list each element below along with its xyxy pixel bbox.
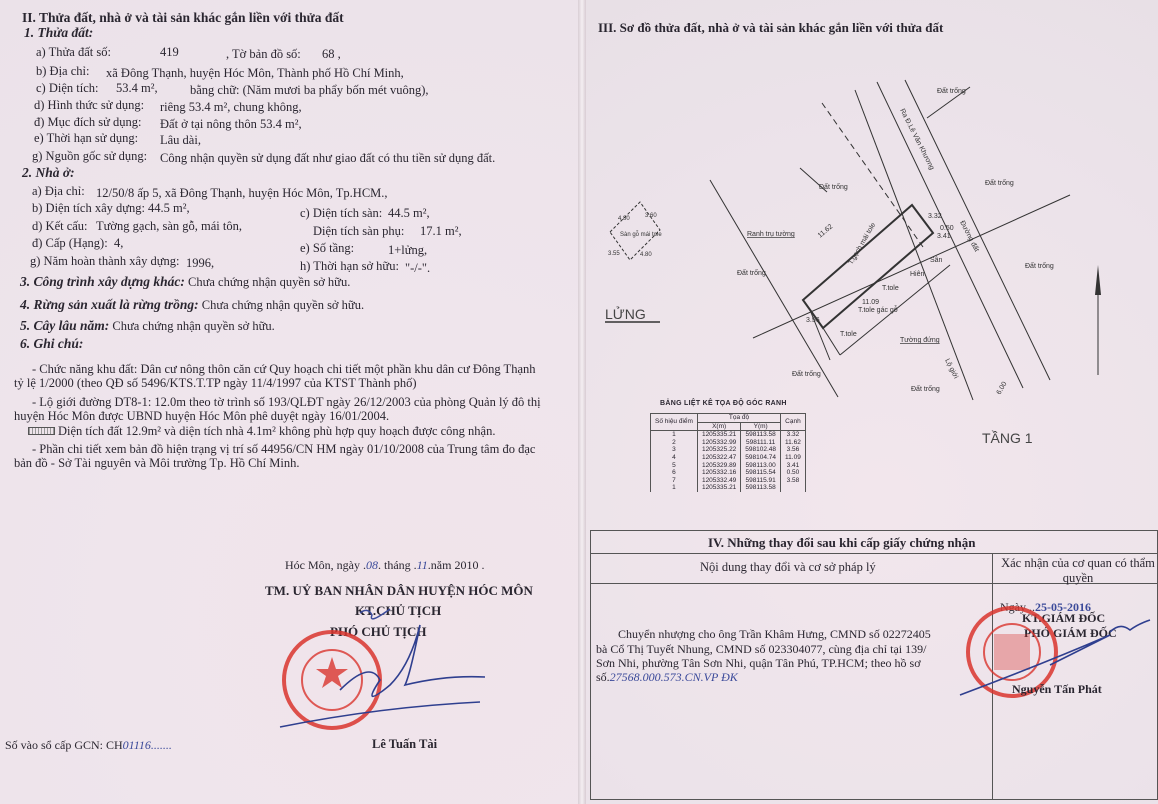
section-iii-title: III. Sơ đồ thửa đất, nhà ở và tài sản khác gắn liền với thửa đất: [598, 20, 944, 35]
coord-cell: 11.09: [781, 454, 806, 462]
year: 1996,: [186, 256, 215, 270]
dim-label: 11.09: [862, 299, 879, 306]
use-form: riêng 53.4 m², chung không,: [160, 100, 302, 114]
change-line: Sơn Nhi, phường Tân Sơn Nhi, quận Tân Phú, TP.HCM; theo hồ sơ: [596, 656, 921, 670]
parcel-number: 419: [160, 45, 179, 59]
section-ii-title: II. Thửa đất, nhà ở và tài sản khác gắn liền với thửa đất: [22, 10, 344, 25]
ownership-term: "-/-".: [405, 261, 431, 275]
coord-row: [651, 462, 806, 470]
note-line: - Lộ giới đường DT8-1: 12.0m theo tờ trình số 193/QLĐT ngày 26/12/2003 của phòng Quản lý đô thị: [32, 395, 541, 409]
dim-label: 4.80: [618, 216, 630, 222]
parcel-label: a) Thửa đất số:: [36, 45, 111, 59]
build-area-label: b) Diện tích xây dựng:: [32, 201, 146, 215]
date-prefix: Hóc Môn, ngày .: [285, 558, 366, 572]
term: Lâu dài,: [160, 133, 201, 147]
perennial-row: [20, 318, 275, 334]
register-label: Số vào sổ cấp GCN: CH: [5, 738, 123, 752]
map-label: , Tờ bản đồ số:: [226, 47, 301, 61]
mezzanine-label: LỬNG: [605, 306, 646, 322]
signature-icon: [280, 625, 485, 727]
coord-row: [651, 446, 806, 454]
dim-label: 3.32: [928, 213, 942, 220]
area-label: c) Diện tích:: [36, 81, 99, 95]
confirm-role-1: KT.GIÁM ĐỐC: [1022, 611, 1106, 625]
floor-area-label: c) Diện tích sàn:: [300, 206, 383, 220]
signing-org: TM. UỶ BAN NHÂN DÂN HUYỆN HÓC MÔN: [265, 583, 533, 598]
notes-heading: 6. Ghi chú:: [20, 336, 84, 351]
coord-cell: 1205329.89: [697, 462, 740, 470]
file-number: [596, 670, 738, 685]
page-fold: [578, 0, 586, 804]
coord-cell: 1205322.47: [697, 454, 740, 462]
coord-cell: 3.58: [781, 477, 806, 485]
coord-cell: 1205325.22: [697, 446, 740, 454]
dim-label: 3.41: [937, 233, 951, 240]
grade-label: đ) Cấp (Hạng):: [32, 236, 108, 250]
coord-cell: 598113.58: [741, 431, 781, 439]
coord-row: [651, 484, 806, 492]
coord-table: [650, 413, 806, 492]
coord-cell: 598102.48: [741, 446, 781, 454]
dim-label: 0.50: [940, 225, 954, 232]
forest-value: Chưa chứng nhận quyền sở hữu.: [201, 298, 365, 312]
perennial-heading: 5. Cây lâu năm:: [20, 318, 110, 333]
north-arrow-icon: [1095, 265, 1101, 295]
dim-label: 4.80: [640, 252, 652, 258]
coord-row: [651, 439, 806, 447]
road-name: Ra Đ.Lê Văn Khương: [898, 107, 936, 172]
land-address: xã Đông Thạnh, huyện Hóc Môn, Thành phố Hồ Chí Minh,: [106, 66, 404, 80]
row-limit-label: Lộ giới: [943, 357, 960, 380]
coord-cell: 1205335.21: [697, 484, 740, 492]
floors-label: e) Số tầng:: [300, 241, 355, 255]
floors: 1+lửng,: [388, 243, 428, 257]
perennial-value: Chưa chứng nhận quyền sở hữu.: [112, 319, 275, 333]
note-line: - Chức năng khu đất: Dân cư nông thôn căn cứ Quy hoạch chi tiết một phần khu dân cư Đông Thạnh: [32, 362, 536, 376]
land-address-label: b) Địa chỉ:: [36, 64, 90, 78]
note-line: Diện tích đất 12.9m² và diện tích nhà 4.1m² không phù hợp quy hoạch được công nhận.: [58, 424, 496, 438]
yard-label: Sân: [930, 257, 943, 264]
dim-label: 11.62: [816, 223, 835, 240]
coord-cell: 598113.58: [741, 484, 781, 492]
forest-row: [20, 297, 364, 313]
coord-cell: 3.56: [781, 446, 806, 454]
col-coord: Tọa độ: [697, 414, 780, 423]
house-address-label: a) Địa chỉ:: [32, 184, 85, 198]
note-line: tỷ lệ 1/2000 (theo QĐ số 5496/KTS.T.TP ngày 11/4/1997 của KTST Thành phố): [14, 376, 417, 390]
col-point: Số hiệu điểm: [651, 414, 698, 431]
origin-label: g) Nguồn gốc sử dụng:: [32, 149, 148, 163]
coord-cell: 1205332.99: [697, 439, 740, 447]
other-works-row: [20, 274, 350, 290]
map-labels: [605, 86, 1101, 446]
register-value: 01116.......: [122, 738, 172, 752]
house-heading: 2. Nhà ở:: [22, 165, 75, 180]
wall-label: Tường đứng: [900, 337, 940, 344]
col-confirm-header: Xác nhận của cơ quan có thẩm quyền: [1001, 556, 1155, 585]
coord-cell: 3.41: [781, 462, 806, 470]
grade: 4,: [114, 236, 124, 250]
other-works-value: Chưa chứng nhận quyền sở hữu.: [188, 275, 351, 289]
month-prefix: . tháng .: [378, 558, 417, 572]
brick-label: T.gạch mái tole: [847, 221, 878, 266]
issue-day: 08: [366, 558, 378, 572]
signer-role-1: KT.CHỦ TỊCH: [355, 603, 442, 618]
hatch-legend-icon: [28, 427, 55, 435]
purpose: Đất ở tại nông thôn 53.4 m²,: [160, 117, 302, 131]
coord-cell: 3.32: [781, 431, 806, 439]
coord-row: [651, 477, 806, 485]
confirm-signer: Nguyễn Tấn Phát: [1012, 682, 1102, 696]
dim-label: 3.56: [806, 317, 820, 324]
coord-cell: [781, 484, 806, 492]
issue-month: 11: [416, 558, 428, 572]
coord-cell: 598115.54: [741, 469, 781, 477]
sub-floor-label: Diện tích sàn phụ:: [313, 224, 405, 238]
dim-label: 3.60: [645, 213, 657, 219]
coord-row: [651, 454, 806, 462]
parcel-map: [590, 60, 1150, 455]
file-value: 27568.000.573.CN.VP ĐK: [609, 670, 738, 684]
floor-area: 44.5 m²,: [388, 206, 430, 220]
coord-cell: 598115.91: [741, 477, 781, 485]
map-label-vacant: Đất trống: [937, 88, 966, 95]
changes-title: IV. Những thay đổi sau khi cấp giấy chứng nhận: [708, 535, 976, 550]
year-suffix: .năm 2010 .: [427, 558, 485, 572]
note-line: bản đồ - Sở Tài nguyên và Môi trường Tp. Hồ Chí Minh.: [14, 456, 300, 470]
map-number: 68 ,: [322, 47, 341, 61]
forest-heading: 4. Rừng sản xuất là rừng trồng:: [20, 297, 199, 312]
coord-cell: 1205335.21: [697, 431, 740, 439]
structure-label: d) Kết cấu:: [32, 219, 88, 233]
coord-cell: 11.62: [781, 439, 806, 447]
note-line: - Phần chi tiết xem bản đồ hiện trạng vị trí số 44956/CN HM ngày 01/10/2008 của Trung tâm đo đạc: [32, 442, 536, 456]
change-line: bà Cổ Thị Tuyết Nhung, CMND số 023304077, cùng địa chỉ tại 139/: [596, 642, 927, 656]
confirm-role-2: PHÓ GIÁM ĐỐC: [1024, 626, 1117, 640]
initials-icon: [360, 609, 390, 619]
col-content-header: Nội dung thay đổi và cơ sở pháp lý: [700, 560, 876, 574]
coord-cell: 7: [651, 477, 698, 485]
coord-cell: 598111.11: [741, 439, 781, 447]
coord-row: [651, 469, 806, 477]
col-x: X(m): [697, 422, 740, 431]
porch-label: Hiên: [910, 271, 925, 278]
ownership-term-label: h) Thời hạn sở hữu:: [300, 259, 399, 273]
coord-cell: 598113.00: [741, 462, 781, 470]
stamp-and-signature-left: [270, 605, 490, 735]
other-works-heading: 3. Công trình xây dựng khác:: [20, 274, 185, 289]
sub-floor: 17.1 m²,: [420, 224, 462, 238]
map-label-vacant: Đất trống: [737, 270, 766, 277]
coord-row: [651, 431, 806, 439]
coord-cell: 5: [651, 462, 698, 470]
issue-date: [285, 558, 484, 573]
roof-attic-label: T.tole gác gỗ: [858, 307, 898, 314]
coord-cell: 3: [651, 446, 698, 454]
dim-label: 3.55: [608, 251, 620, 257]
map-label-vacant: Đất trống: [911, 386, 940, 393]
coord-cell: 598104.74: [741, 454, 781, 462]
floor1-label: TẦNG 1: [982, 430, 1033, 446]
coord-cell: 2: [651, 439, 698, 447]
coord-cell: 1: [651, 484, 698, 492]
col-edge: Cạnh: [781, 414, 806, 431]
build-area: 44.5 m²,: [148, 201, 190, 215]
roof-label: T.tole: [882, 285, 899, 292]
dim-label: 6.00: [995, 380, 1009, 396]
house-address: 12/50/8 ấp 5, xã Đông Thạnh, huyện Hóc Môn, Tp.HCM.,: [96, 186, 388, 200]
coord-cell: 1205332.49: [697, 477, 740, 485]
map-label-vacant: Đất trống: [985, 180, 1014, 187]
purpose-label: đ) Mục đích sử dụng:: [34, 115, 142, 129]
area-value: 53.4 m²,: [116, 81, 158, 95]
boundary-label: Ranh trụ tường: [747, 231, 795, 238]
year-label: g) Năm hoàn thành xây dựng:: [30, 254, 180, 268]
signer-name: Lê Tuấn Tài: [372, 737, 438, 751]
map-label-vacant: Đất trống: [792, 371, 821, 378]
dirt-road-label: Đường đất: [958, 219, 980, 254]
change-line: Chuyển nhượng cho ông Trần Khâm Hưng, CMND số 02272405: [618, 627, 931, 641]
area-words: bằng chữ: (Năm mươi ba phẩy bốn mét vuông),: [190, 83, 429, 97]
term-label: e) Thời hạn sử dụng:: [34, 131, 139, 145]
note-line: huyện Hóc Môn được UBND huyện Hóc Môn phê duyệt ngày 16/01/2004.: [14, 409, 390, 423]
use-form-label: d) Hình thức sử dụng:: [34, 98, 145, 112]
confirm-date-prefix: Ngày ..: [1000, 600, 1035, 614]
coord-table-title: BẢNG LIỆT KÊ TỌA ĐỘ GÓC RANH: [660, 400, 787, 407]
signer-role-2: PHÓ CHỦ TỊCH: [330, 624, 427, 639]
coord-cell: 0.50: [781, 469, 806, 477]
file-prefix: số.: [596, 670, 610, 684]
origin: Công nhận quyền sử dụng đất như giao đất có thu tiền sử dụng đất.: [160, 151, 496, 165]
coord-cell: 1: [651, 431, 698, 439]
roof-label: T.tole: [840, 331, 857, 338]
coord-cell: 6: [651, 469, 698, 477]
register-number: [5, 738, 172, 753]
map-label-vacant: Đất trống: [819, 184, 848, 191]
mezzanine-box-label: Sàn gỗ mái tole: [620, 232, 662, 238]
structure: Tường gạch, sàn gỗ, mái tôn,: [96, 219, 242, 233]
map-label-vacant: Đất trống: [1025, 263, 1054, 270]
coord-cell: 1205332.16: [697, 469, 740, 477]
coord-cell: 4: [651, 454, 698, 462]
confirm-date-value: 25-05-2016: [1035, 600, 1091, 614]
land-heading: 1. Thửa đất:: [24, 25, 94, 40]
col-y: Y(m): [741, 422, 781, 431]
